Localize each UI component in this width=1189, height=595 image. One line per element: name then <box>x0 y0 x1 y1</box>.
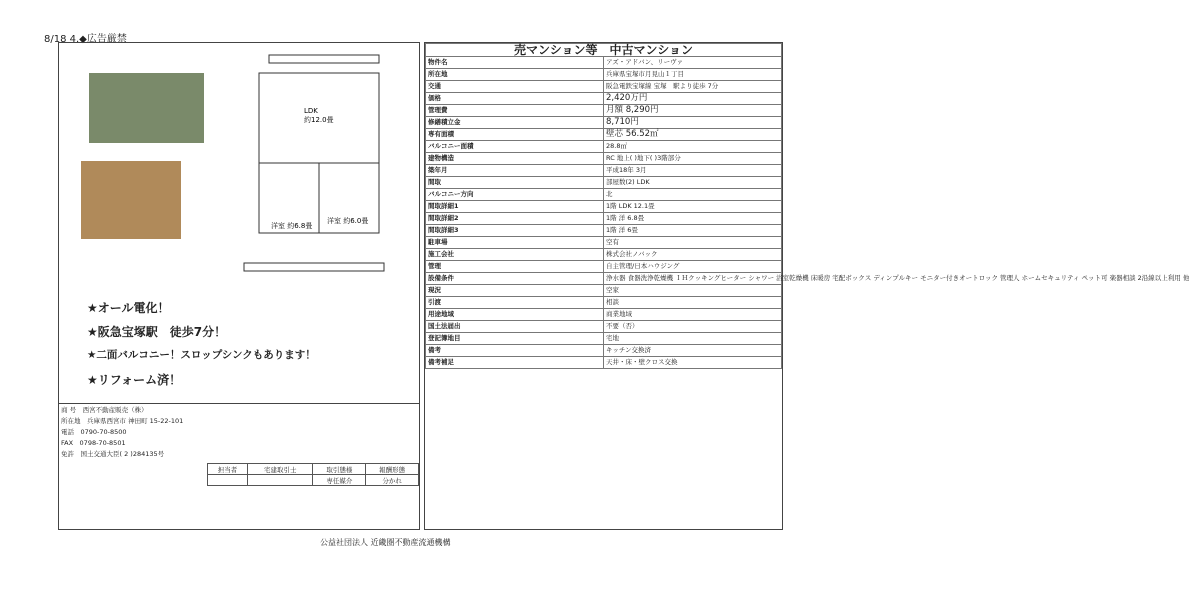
row-label: 設備条件 <box>426 273 604 285</box>
feature-1: ★オール電化！ <box>87 301 170 315</box>
row-label: 間取詳細3 <box>426 225 604 237</box>
header: 8/18 4.◆広告厳禁 <box>44 34 127 45</box>
row-value: アズ・アドバン、リーヴァ <box>604 57 782 69</box>
row-label: 修繕積立金 <box>426 117 604 129</box>
row-value: 天井・床・壁クロス交換 <box>604 357 782 369</box>
row-value: 壁芯 56.52㎡ <box>604 129 782 141</box>
row-value: 北 <box>604 189 782 201</box>
row-value: 月額 8,290円 <box>604 105 782 117</box>
row-label: 建物構造 <box>426 153 604 165</box>
row-label: 施工会社 <box>426 249 604 261</box>
row-value: 部屋数(2) LDK <box>604 177 782 189</box>
kitchen-photo <box>81 161 181 239</box>
table-row <box>426 321 782 333</box>
row-label: 現況 <box>426 285 604 297</box>
row-value: 宅地 <box>604 333 782 345</box>
row-value: 8,710円 <box>604 117 782 129</box>
row-value: 阪急電鉄宝塚線 宝塚 駅より徒歩 7分 <box>604 81 782 93</box>
feature-4: ★リフォーム済！ <box>87 373 182 387</box>
balcony-top <box>269 55 379 63</box>
table-row <box>426 117 782 129</box>
balcony-bottom <box>244 263 384 271</box>
table-row <box>426 249 782 261</box>
row-label: 間取詳細1 <box>426 201 604 213</box>
table-row <box>426 81 782 93</box>
row-value: 2,420万円 <box>604 93 782 105</box>
property-table <box>424 42 1189 530</box>
row-label: 専有面積 <box>426 129 604 141</box>
row-label: 備考 <box>426 345 604 357</box>
table-row <box>426 129 782 141</box>
row-label: 価格 <box>426 93 604 105</box>
table-row <box>426 105 782 117</box>
table-row <box>426 345 782 357</box>
table-row <box>426 213 782 225</box>
row-value: 相談 <box>604 297 782 309</box>
row-label: 駐車場 <box>426 237 604 249</box>
agent-company: 商 号 西宮不動産販売（株） <box>61 406 148 414</box>
row-value: 28.8㎡ <box>604 141 782 153</box>
table-row <box>426 285 782 297</box>
row-label: 間取 <box>426 177 604 189</box>
row-label: 交通 <box>426 81 604 93</box>
table-row <box>426 177 782 189</box>
row-label: 築年月 <box>426 165 604 177</box>
stamp-table: 担当者 宅建取引士 取引態様 報酬形態 専任媒介 分かれ <box>207 463 419 486</box>
western1-label: 洋室 約6.8畳 <box>271 222 313 230</box>
table-row <box>426 273 782 285</box>
row-value: 不要（否） <box>604 321 782 333</box>
row-value: 1階 洋 6.8畳 <box>604 213 782 225</box>
table-row <box>426 93 782 105</box>
footer: 公益社団法人 近畿圏不動産流通機構 <box>320 538 451 547</box>
row-label: 登記簿地目 <box>426 333 604 345</box>
row-value: 1階 LDK 12.1畳 <box>604 201 782 213</box>
doc-title: 売マンション等 中古マンション <box>426 44 782 57</box>
table-row <box>426 333 782 345</box>
table-row <box>426 69 782 81</box>
table-row <box>426 57 782 69</box>
table-row <box>426 309 782 321</box>
row-value: 商業地域 <box>604 309 782 321</box>
row-value: 平成18年 3月 <box>604 165 782 177</box>
table-row <box>426 225 782 237</box>
building-photo <box>89 73 204 143</box>
kv-table <box>425 43 1189 369</box>
row-value: 株式会社ノバック <box>604 249 782 261</box>
row-label: 国土法届出 <box>426 321 604 333</box>
row-value: 空家 <box>604 285 782 297</box>
table-row <box>426 357 782 369</box>
row-label: 物件名 <box>426 57 604 69</box>
row-value: 1階 洋 6畳 <box>604 225 782 237</box>
table-row <box>426 237 782 249</box>
row-label: 所在地 <box>426 69 604 81</box>
ldk-label: LDK <box>304 107 318 115</box>
row-label: 管理 <box>426 261 604 273</box>
row-value: RC 地上( )地下( )3階部分 <box>604 153 782 165</box>
table-row <box>426 165 782 177</box>
row-label: バルコニー面積 <box>426 141 604 153</box>
feature-3: ★二面バルコニー！スロップシンクもあります！ <box>87 349 316 361</box>
row-label: 備考補足 <box>426 357 604 369</box>
row-value: 浄水器 食器洗浄乾燥機 ＩＨクッキングヒーター シャワー 浴室乾燥機 床暖房 宅配ボックス ディンプルキー モニター付きオートロック 管理人 ホームセキュリティ ペット可 楽器相談 2沿線以上利用 他 <box>604 273 782 285</box>
row-label: バルコニー方向 <box>426 189 604 201</box>
row-label: 引渡 <box>426 297 604 309</box>
row-value: 空有 <box>604 237 782 249</box>
table-row <box>426 261 782 273</box>
western2-label: 洋室 約6.0畳 <box>327 217 369 225</box>
row-value: 自主管理/日本ハウジング <box>604 261 782 273</box>
left-panel <box>58 42 420 530</box>
row-value: キッチン交換済 <box>604 345 782 357</box>
table-row <box>426 153 782 165</box>
row-label: 間取詳細2 <box>426 213 604 225</box>
table-row <box>426 189 782 201</box>
table-row <box>426 297 782 309</box>
row-value: 兵庫県宝塚市月見山１丁目 <box>604 69 782 81</box>
svg-text:約12.0畳: 約12.0畳 <box>304 116 334 124</box>
feature-2: ★阪急宝塚駅 徒歩7分！ <box>87 325 227 339</box>
row-label: 用途地域 <box>426 309 604 321</box>
agent-block: 商 号 西宮不動産販売（株） 所在地 兵庫県西宮市 神田町 15-22-101 電話 0790-70-8500 FAX 0798-70-8501 免許 国土交通大臣( 2 )284135号 <box>59 403 419 459</box>
table-row <box>426 201 782 213</box>
table-row <box>426 141 782 153</box>
row-label: 管理費 <box>426 105 604 117</box>
